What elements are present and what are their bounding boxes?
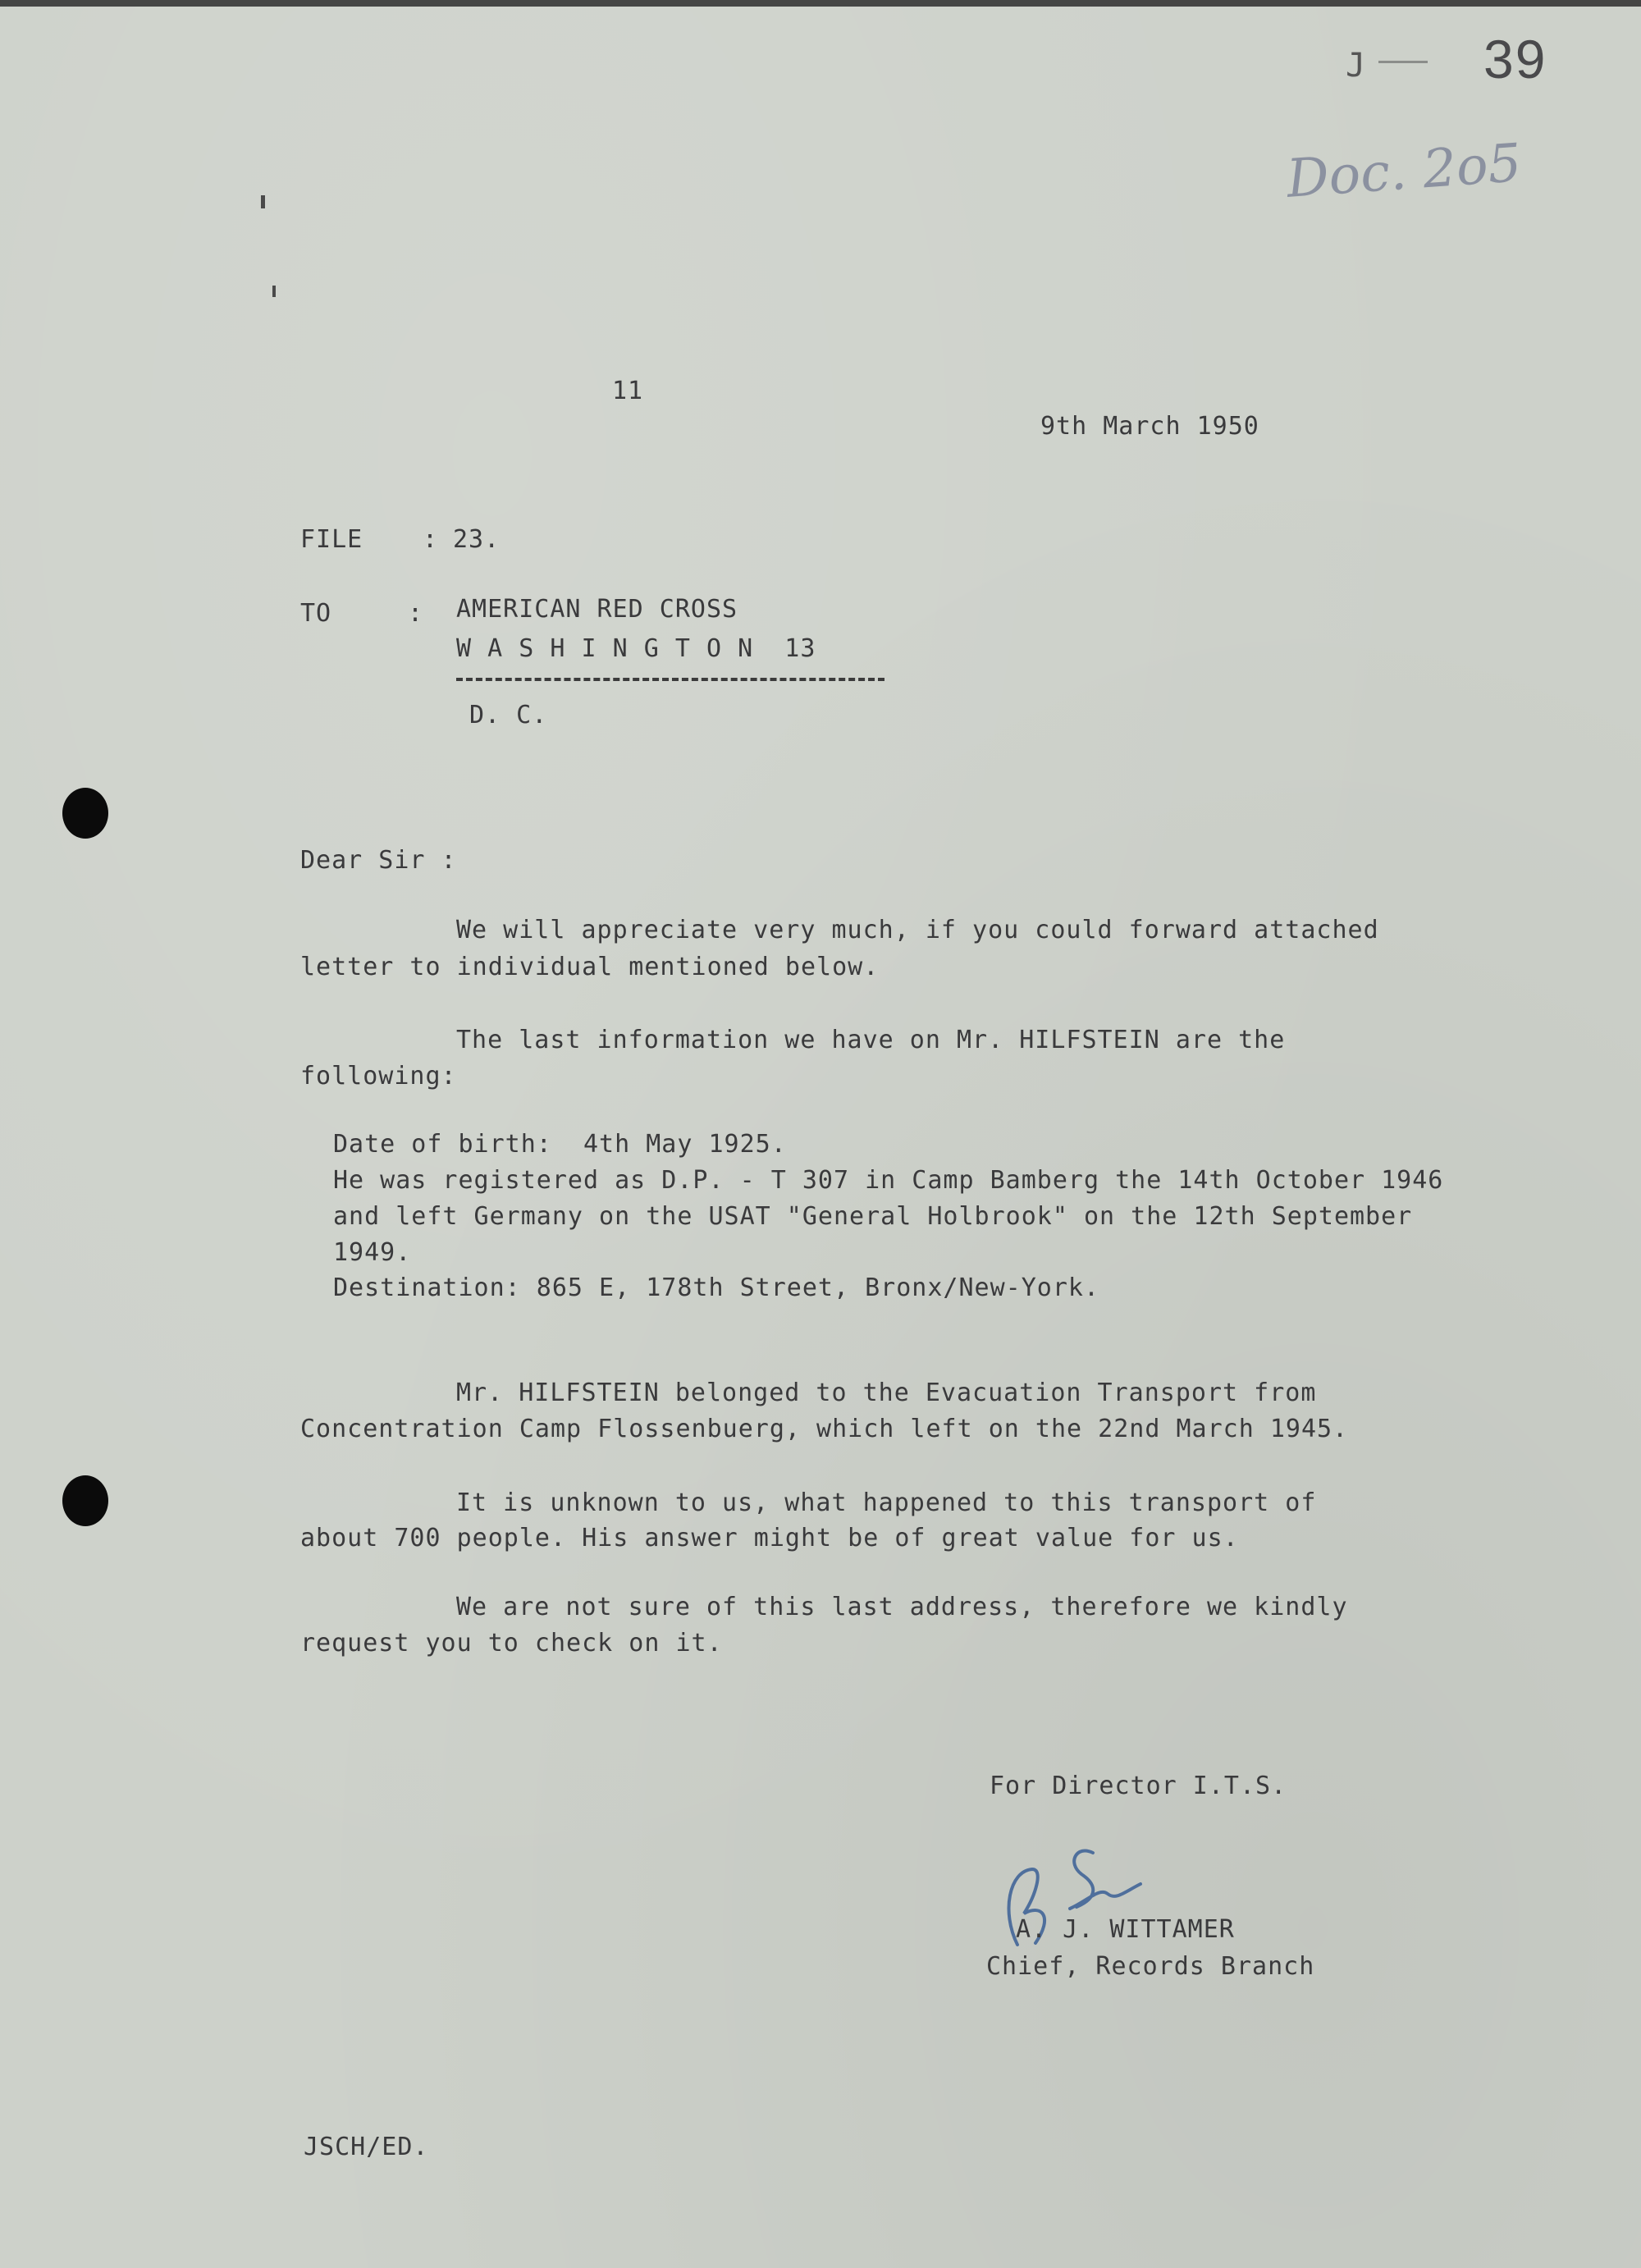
paragraph-4-line-2: about 700 people. His answer might be of great value for us. <box>300 1524 1239 1552</box>
detail-registration: He was registered as D.P. - T 307 in Camp Bamberg the 14th October 1946 <box>333 1166 1444 1195</box>
salutation: Dear Sir : <box>300 846 457 875</box>
paragraph-3-line-2: Concentration Camp Flossenbuerg, which left on the 22nd March 1945. <box>300 1415 1349 1443</box>
closing-line: For Director I.T.S. <box>990 1772 1287 1800</box>
detail-destination: Destination: 865 E, 178th Street, Bronx/New-York. <box>333 1273 1100 1302</box>
to-label: TO <box>300 599 332 628</box>
paragraph-5-line-1: We are not sure of this last address, therefore we kindly <box>456 1593 1348 1621</box>
paragraph-5-line-2: request you to check on it. <box>300 1629 723 1658</box>
punch-hole-top <box>62 788 108 839</box>
punch-hole-bottom <box>62 1475 108 1526</box>
paragraph-2-line-1: The last information we have on Mr. HILFSTEIN are the <box>456 1026 1286 1054</box>
signer-name: A. J. WITTAMER <box>1016 1915 1235 1944</box>
paragraph-1-line-1: We will appreciate very much, if you could forward attached <box>456 916 1379 944</box>
paragraph-3-line-1: Mr. HILFSTEIN belonged to the Evacuation Transport from <box>456 1379 1317 1407</box>
stamp-tick-marks <box>1378 61 1428 63</box>
paragraph-1-line-2: letter to individual mentioned below. <box>300 953 880 981</box>
margin-mark <box>272 286 276 297</box>
detail-departure-year: 1949. <box>333 1238 412 1267</box>
handwritten-doc-note: Doc. 2o5 <box>1284 133 1524 210</box>
page-top-edge <box>0 0 1641 7</box>
reference-number: 11 <box>612 377 644 405</box>
paragraph-4-line-1: It is unknown to us, what happened to this transport of <box>456 1488 1317 1517</box>
stamp-prefix: J <box>1346 47 1367 85</box>
detail-departure: and left Germany on the USAT "General Holbrook" on the 12th September <box>333 1202 1413 1231</box>
file-separator: : <box>423 525 439 554</box>
paragraph-2-line-2: following: <box>300 1062 457 1091</box>
margin-mark <box>261 195 265 208</box>
file-label: FILE <box>300 525 363 554</box>
address-underline <box>456 678 884 681</box>
recipient-district: D. C. <box>469 701 548 729</box>
letter-date: 9th March 1950 <box>1040 412 1259 441</box>
recipient-city: W A S H I N G T O N 13 <box>456 634 816 663</box>
to-separator: : <box>408 599 424 628</box>
typist-reference: JSCH/ED. <box>304 2133 429 2161</box>
signer-title: Chief, Records Branch <box>986 1952 1315 1981</box>
archive-number: 39 <box>1483 29 1547 89</box>
recipient-organization: AMERICAN RED CROSS <box>456 595 738 624</box>
file-number: 23. <box>453 525 501 554</box>
detail-birth-date: Date of birth: 4th May 1925. <box>333 1130 787 1159</box>
